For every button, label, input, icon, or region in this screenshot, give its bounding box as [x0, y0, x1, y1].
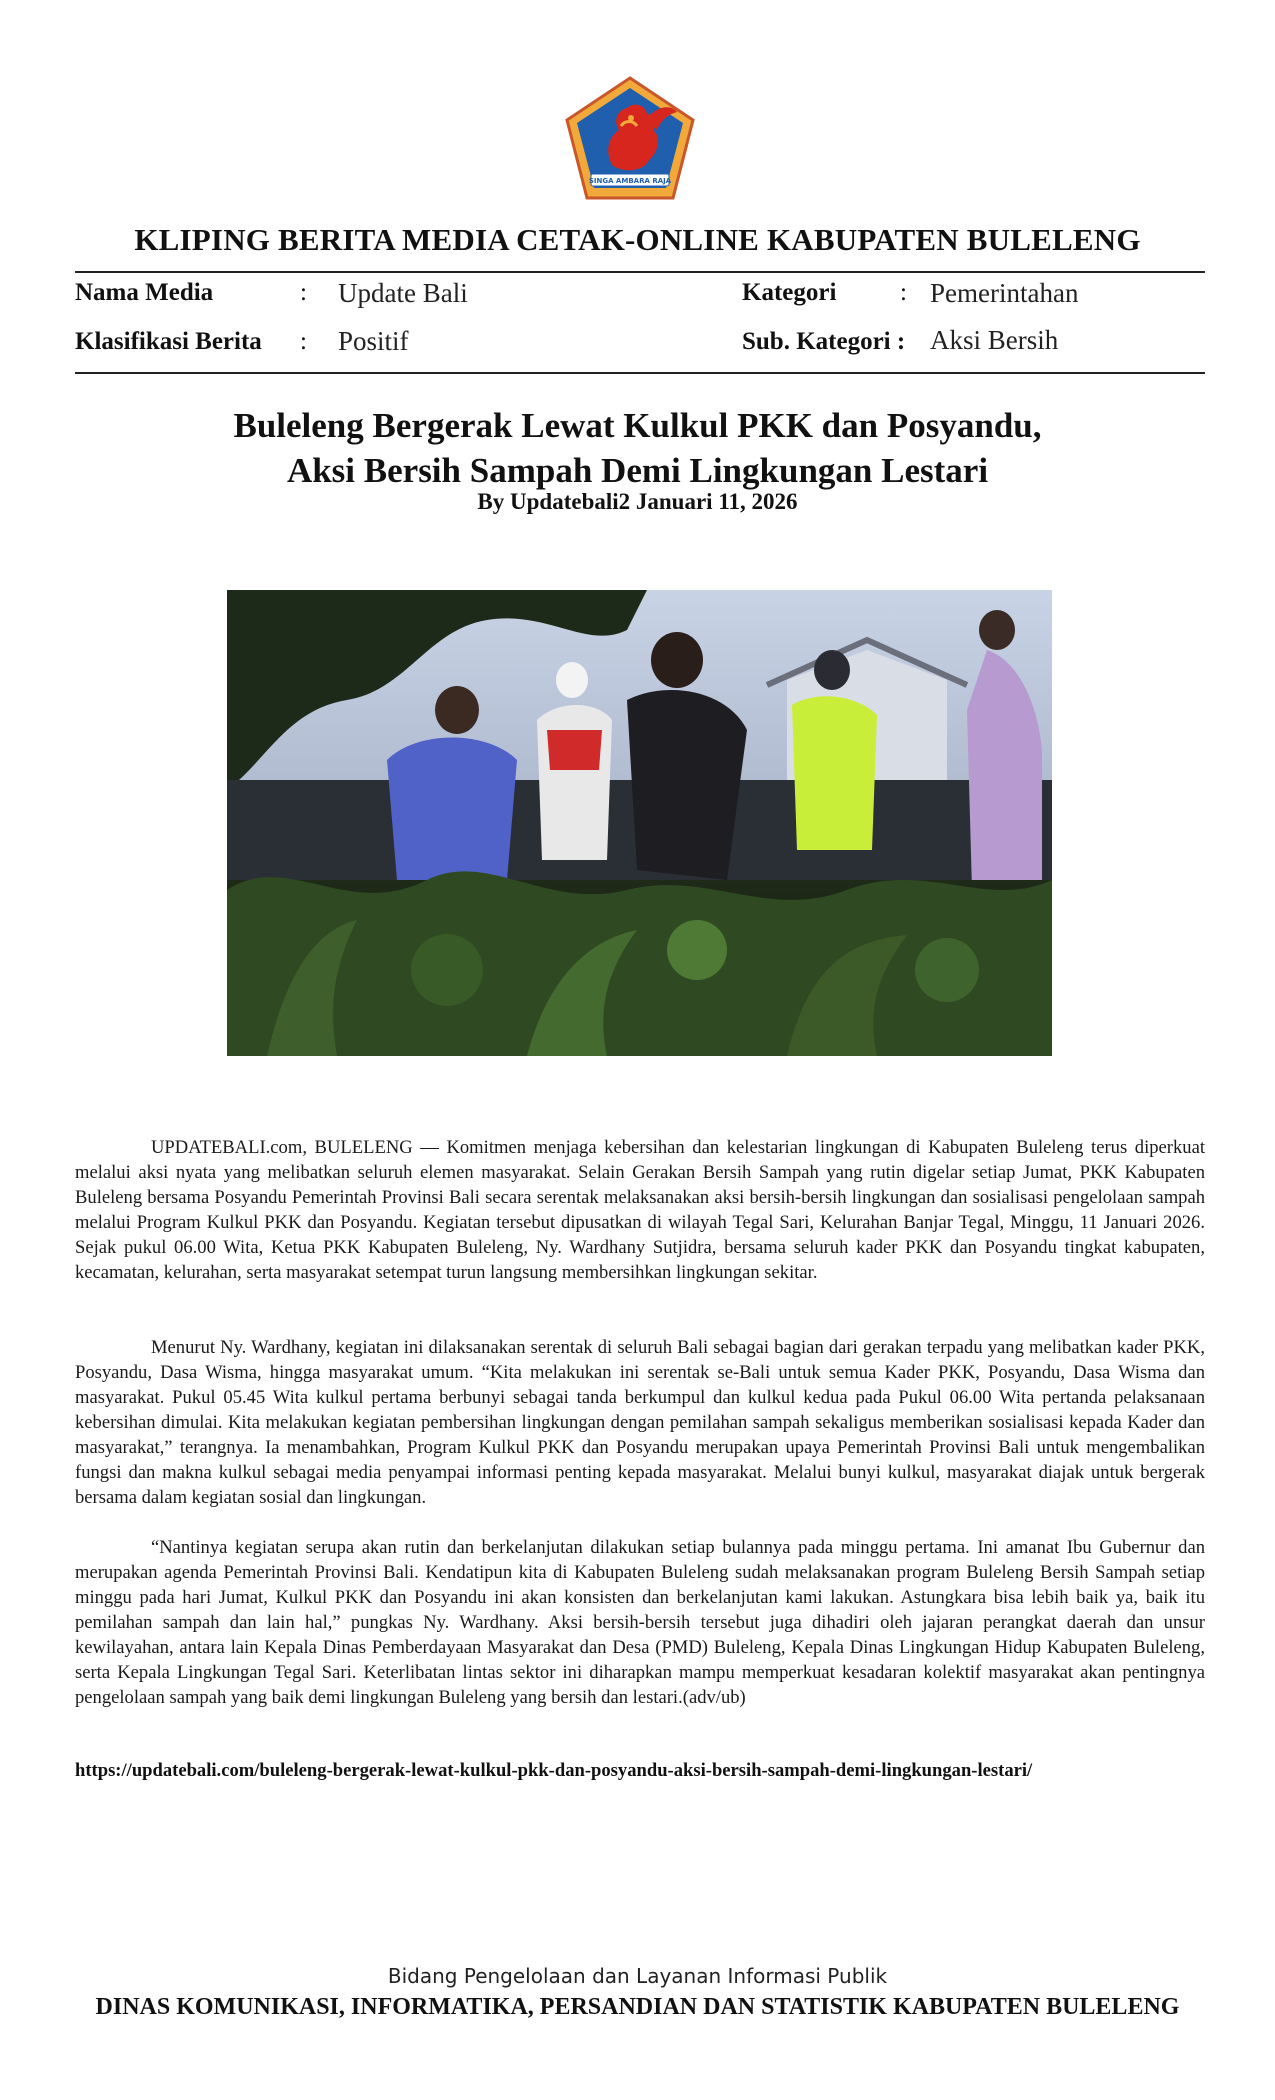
nama-media-label: Nama Media [75, 279, 214, 306]
paragraph-3-text: “Nantinya kegiatan serupa akan rutin dan berkelanjutan dilakukan setiap bulannya pada minggu pertama. Ini amanat Ibu Gubernur dan merupakan agenda Pemerintah Provinsi Bali. Kendatipun kita di Kabupaten Buleleng sudah melaksanakan program Buleleng Bersih Sampah setiap minggu pada hari Jumat, Kulkul PKK dan Posyandu ini akan konsisten dan berkelanjutan kami lakukan. Astungkara bisa lebih baik ya, baik itu pemilahan sampah dan lain hal,” pungkas Ny. Wardhany. Aksi bersih-bersih tersebut juga dihadiri oleh jajaran perangkat daerah dan unsur kewilayahan, antara lain Kepala Dinas Pemberdayaan Masyarakat dan Desa (PMD) Buleleng, Kepala Dinas Lingkungan Hidup Kabupaten Buleleng, serta Kepala Lingkungan Tegal Sari. Keterlibatan lintas sektor ini diharapkan mampu memperkuat kesadaran kolektif masyarakat akan pentingnya pengelolaan sampah yang baik demi lingkungan Buleleng yang bersih dan lestari.(adv/ub) [75, 1537, 1205, 1708]
paragraph-2-text: Menurut Ny. Wardhany, kegiatan ini dilaksanakan serentak di seluruh Bali sebagai bagian dari gerakan terpadu yang melibatkan kader PKK, Posyandu, Dasa Wisma, hingga masyarakat umum. “Kita melakukan ini serentak se-Bali untuk semua Kader PKK, Posyandu, Dasa Wisma dan masyarakat. Pukul 05.45 Wita kulkul pertama berbunyi sebagai tanda berkumpul dan kulkul kedua pada Pukul 06.00 Wita pertanda pelaksanaan kebersihan dimulai. Kita melakukan kegiatan pembersihan lingkungan dengan pemilahan sampah sekaligus memberikan sosialisasi kepada Kader dan masyarakat,” terangnya. Ia menambahkan, Program Kulkul PKK dan Posyandu merupakan upaya Pemerintah Provinsi Bali untuk mengembalikan fungsi dan makna kulkul sebagai media penyampai informasi penting kepada masyarakat. Melalui bunyi kulkul, masyarakat diajak untuk bergerak bersama dalam kegiatan sosial dan lingkungan. [75, 1337, 1205, 1508]
article-paragraph-2 [75, 1335, 1205, 1510]
nama-media-colon: : [300, 279, 307, 306]
article-paragraph-3 [75, 1535, 1205, 1710]
klasifikasi-label: Klasifikasi Berita [75, 328, 262, 355]
clipping-header-title: KLIPING BERITA MEDIA CETAK-ONLINE KABUPATEN BULELENG [134, 222, 1141, 257]
article-title-line2: Aksi Bersih Sampah Demi Lingkungan Lestari [286, 451, 989, 490]
klasifikasi-value: Positif [338, 326, 409, 356]
footer-subtitle: Bidang Pengelolaan dan Layanan Informasi Publik [387, 1964, 888, 1988]
crest-motto: SINGA AMBARA RAJA [588, 177, 672, 185]
paragraph-1-text: UPDATEBALI.com, BULELENG — Komitmen menjaga kebersihan dan kelestarian lingkungan di Kabupaten Buleleng terus diperkuat melalui aksi nyata yang melibatkan seluruh elemen masyarakat. Selain Gerakan Bersih Sampah yang rutin digelar setiap Jumat, PKK Kabupaten Buleleng bersama Posyandu Pemerintah Provinsi Bali secara serentak melaksanakan aksi bersih-bersih lingkungan dan sosialisasi pengelolaan sampah melalui Program Kulkul PKK dan Posyandu. Kegiatan tersebut dipusatkan di wilayah Tegal Sari, Kelurahan Banjar Tegal, Minggu, 11 Januari 2026. Sejak pukul 06.00 Wita, Ketua PKK Kabupaten Buleleng, Ny. Wardhany Sutjidra, bersama seluruh kader PKK dan Posyandu tingkat kabupaten, kecamatan, kelurahan, serta masyarakat setempat turun langsung membersihkan lingkungan sekitar. [75, 1137, 1205, 1283]
kategori-label: Kategori [742, 279, 837, 306]
article-title-line1: Buleleng Bergerak Lewat Kulkul PKK dan Posyandu, [233, 406, 1042, 445]
kategori-colon: : [900, 279, 907, 306]
subkategori-label: Sub. Kategori : [742, 328, 906, 355]
klasifikasi-colon: : [300, 328, 307, 355]
buleleng-regency-crest-icon [561, 74, 699, 204]
kategori-value: Pemerintahan [930, 278, 1079, 308]
nama-media-value: Update Bali [338, 278, 468, 308]
subkategori-value: Aksi Bersih [930, 325, 1059, 355]
article-byline: By Updatebali2 Januari 11, 2026 [477, 489, 798, 514]
cleanup-activity-photo [227, 590, 1052, 1056]
header-bottom-rule [75, 372, 1205, 374]
article-source-link[interactable]: https://updatebali.com/buleleng-bergerak-lewat-kulkul-pkk-dan-posyandu-aksi-bersih-sampah-demi-lingkungan-lestari/ [75, 1760, 1033, 1781]
article-paragraph-1 [75, 1135, 1205, 1285]
footer-title: DINAS KOMUNIKASI, INFORMATIKA, PERSANDIAN DAN STATISTIK KABUPATEN BULELENG [95, 1994, 1180, 2020]
header-top-rule [75, 271, 1205, 273]
